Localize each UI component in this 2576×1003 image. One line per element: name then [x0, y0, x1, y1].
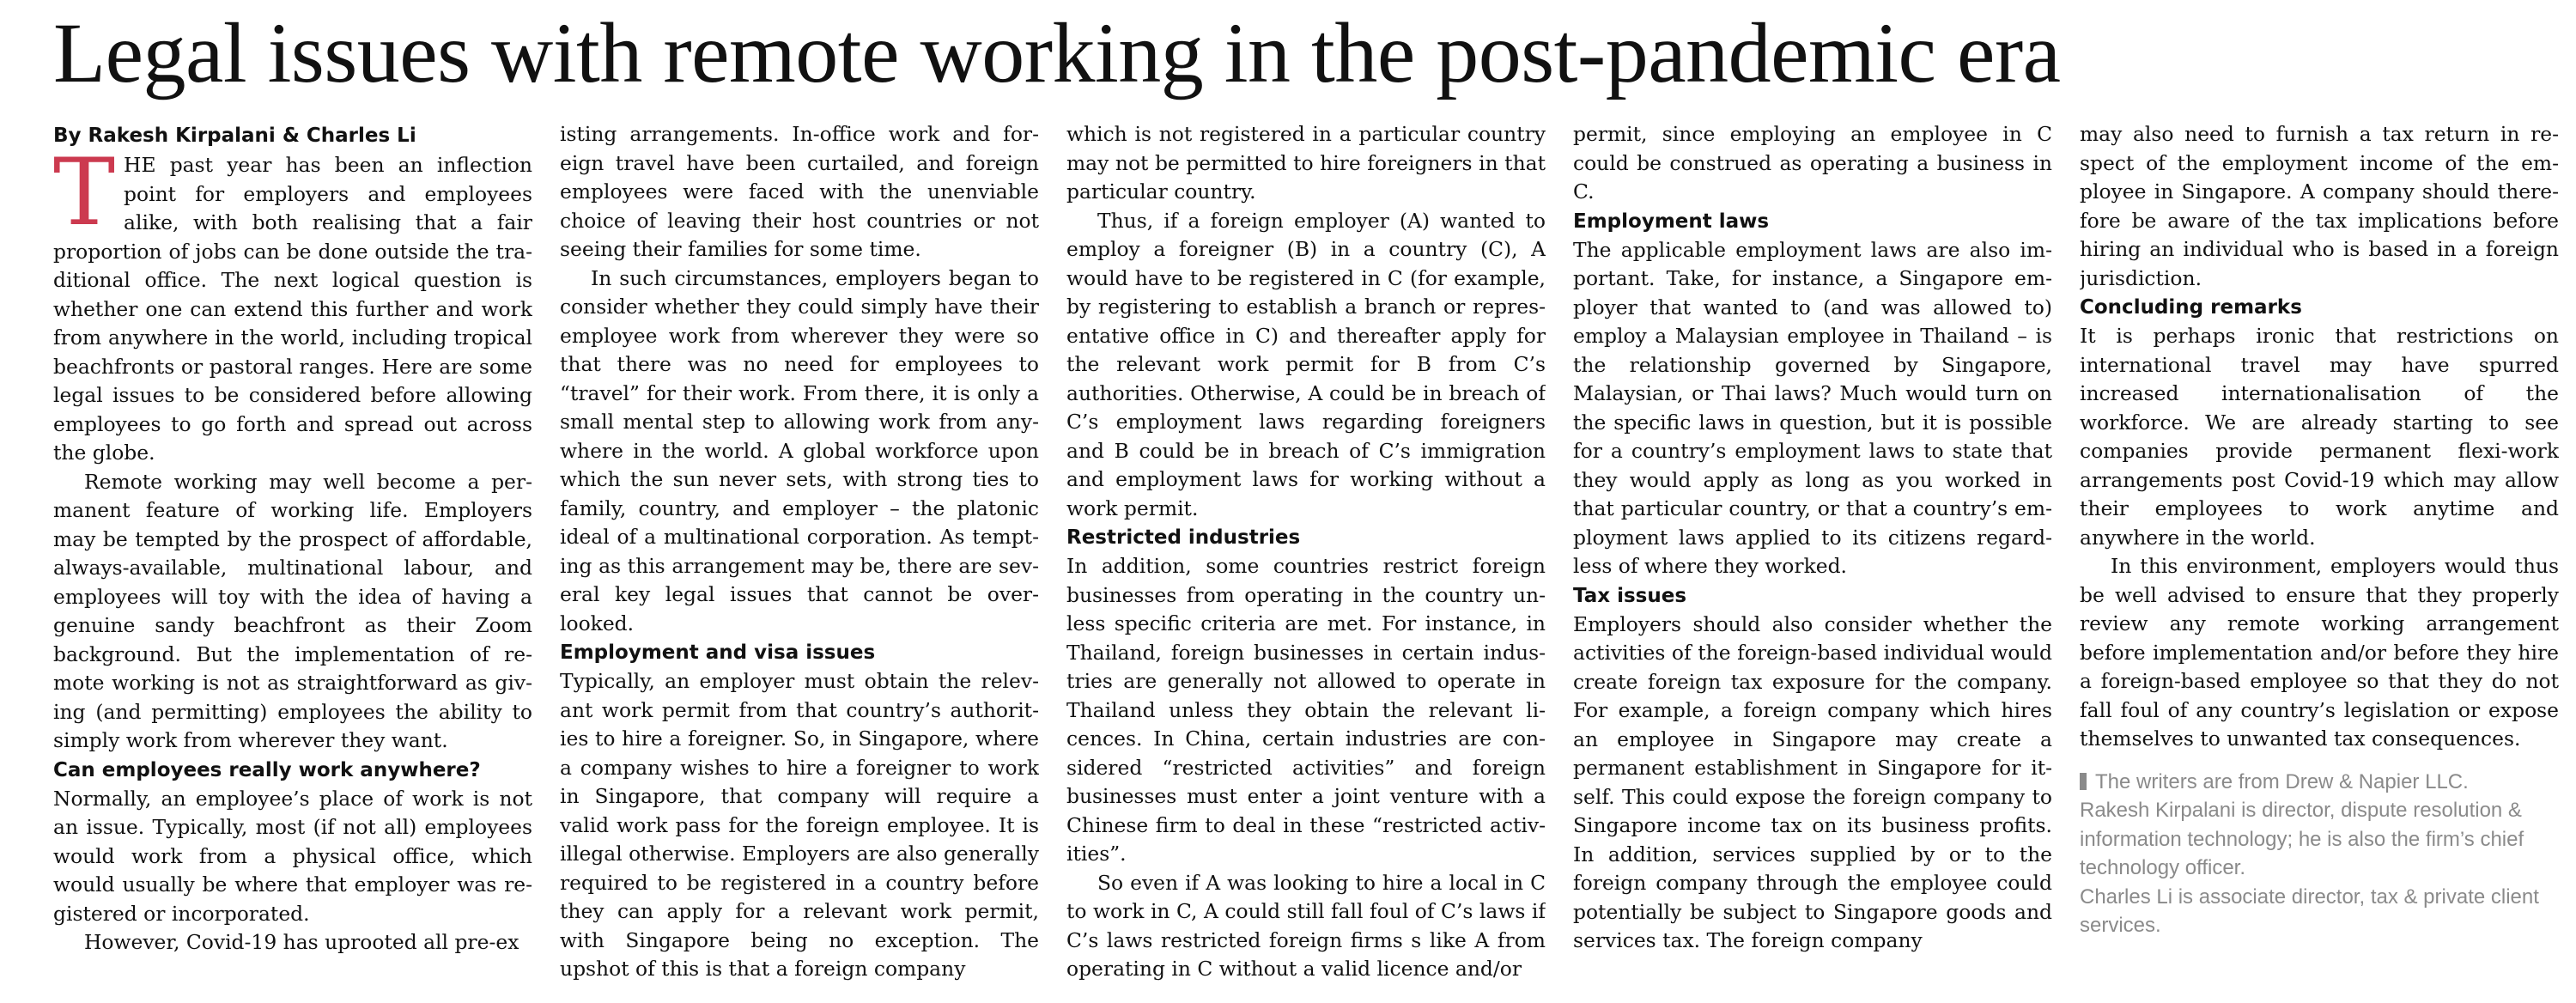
- subhead-restricted-industries: Restricted industries: [1066, 526, 1301, 549]
- paragraph: isting arrangements. In-office work and foreign travel have been curtailed, and foreign employees were faced with the unenviable choice of leaving their host countries or not seeing their families for some time.: [560, 122, 1039, 261]
- paragraph: However, Covid-19 has uprooted all pre-ex: [84, 930, 519, 954]
- paragraph: So even if A was looking to hire a local in C to work in C, A could still fall foul of C’s laws if C’s laws restricted foreign firms s like A from operating in C without a valid licence and/or: [1066, 870, 1546, 981]
- paragraph: Normally, an employee’s place of work is not an issue. Typically, most (if not all) employees would work from a physical office, which would usually be where that employer was registered or incorporated.: [53, 786, 532, 926]
- subhead-tax-issues: Tax issues: [1573, 584, 1687, 607]
- paragraph: Remote working may well become a permanent feature of working life. Employers may be tempted by the prospect of affordable, always-available, multinational labour, and employees will toy with the idea of having a genuine sandy beachfront as their Zoom background. But the implementation of remote working is not as straightforward as giving (and permitting) employees the ability to simply work from wherever they want.: [53, 469, 532, 752]
- column-5: [2080, 120, 2559, 996]
- headline: Legal issues with remote working in the post-pandemic era: [53, 5, 2061, 100]
- subhead-employment-visa: Employment and visa issues: [560, 641, 876, 664]
- paragraph: may also need to furnish a tax return in respect of the employment income of the employee in Singapore. A company should therefore be aware of the tax implications before hiring an individual who is based in a foreign jurisdiction.: [2080, 122, 2559, 290]
- paragraph: It is perhaps ironic that restrictions on international travel may have spurred increased internationalisation of the workforce. We are already starting to see companies provide permanent flexi-work arrangements post Covid-19 which may allow their employees to work anytime and anywhere in the world.: [2080, 324, 2559, 550]
- subhead-employment-laws: Employment laws: [1573, 210, 1770, 233]
- article-body: [53, 120, 2559, 996]
- column-1: [53, 120, 532, 996]
- lead-paragraph: [53, 139, 532, 468]
- paragraph: In this environment, employers would thus be well advised to ensure that they properly review any remote working arrangement before implementation and/or before they hire a foreign-based employee so that they do not fall foul of any country’s legislation or expose themselves to unwanted tax consequences.: [2080, 554, 2559, 751]
- author-footnote: [2080, 768, 2559, 940]
- paragraph: Thus, if a foreign employer (A) wanted to employ a foreigner (B) in a country (C), A would have to be registered in C (for example, by registering to establish a branch or representative office in C) and thereafter apply for the relevant work permit for B from C’s authorities. Otherwise, A could be in breach of C’s employment laws regarding foreigners and B could be in breach of C’s immigration and employment laws for working without a work permit.: [1066, 208, 1546, 520]
- square-bullet-icon: [2080, 773, 2087, 790]
- paragraph: Employers should also consider whether the activities of the foreign-based individual would create foreign tax exposure for the company. For example, a foreign company which hires an employee in Singapore may create a permanent establishment in Singapore for itself. This could expose the foreign company to Singapore income tax on its business profits. In addition, services supplied by or to the foreign company through the employee could potentially be subject to Singapore goods and services tax. The foreign company: [1573, 611, 2052, 952]
- column-2: [560, 120, 1039, 996]
- paragraph: Typically, an employer must obtain the relevant work permit from that country’s authorities to hire a foreigner. So, in Singapore, where a company wishes to hire a foreigner to work in Singapore, that company will require a valid work pass for the foreign employee. It is illegal otherwise. Employers are also generally required to be registered in a country before they can apply for a relevant work permit, with Singapore being no exception. The upshot of this is that a foreign company: [560, 669, 1039, 981]
- footnote-line: Rakesh Kirpalani is director, dispute resolution & information technology; he is also the firm’s chief technology officer.: [2080, 799, 2524, 879]
- footnote-text: The writers are from Drew & Napier LLC.: [2095, 769, 2469, 793]
- subhead-concluding-remarks: Concluding remarks: [2080, 296, 2302, 319]
- footnote-line: [2080, 768, 2559, 797]
- paragraph: permit, since employing an employee in C could be construed as operating a business in C.: [1573, 122, 2052, 204]
- paragraph: The applicable employment laws are also important. Take, for instance, a Singapore employer that wanted to (and was allowed to) employ a Malaysian employee in Thailand – is the relationship governed by Singapore, Malaysian, or Thai laws? Much would turn on the specific laws in question, but it is possible for a country’s employment laws to state that they would apply as long as you worked in that particular country, or that a country’s employment laws applied to its citizens regardless of where they worked.: [1573, 237, 2052, 578]
- footnote-line: Charles Li is associate director, tax & private client services.: [2080, 884, 2539, 937]
- drop-cap: T: [53, 139, 116, 246]
- column-4: [1573, 120, 2052, 996]
- lead-text: past year has been an inflection point for employers and employees alike, with both realising that a fair proportion of jobs can be done outside the traditional office. The next logical question is whether one can extend this further and work from anywhere in the world, including tropical beachfronts or pastoral ranges. Here are some legal issues to be considered before allowing employees to go forth and spread out across the globe.: [53, 153, 532, 465]
- lead-caps: HE: [124, 153, 156, 177]
- byline: By Rakesh Kirpalani & Charles Li: [53, 125, 416, 147]
- paragraph: In such circumstances, employers began to consider whether they could simply have their employee work from wherever they were so that there was no need for employees to “travel” for their work. From there, it is only a small mental step to allowing work from anywhere in the world. A global workforce upon which the sun never sets, with strong ties to family, country, and employer – the platonic ideal of a multinational corporation. As tempting as this arrangement may be, there are several key legal issues that cannot be overlooked.: [560, 265, 1039, 635]
- subhead-work-anywhere: Can employees really work anywhere?: [53, 758, 481, 781]
- paragraph: which is not registered in a particular country may not be permitted to hire foreigners in that particular country.: [1066, 122, 1546, 204]
- paragraph: In addition, some countries restrict foreign businesses from operating in the country unless specific criteria are met. For instance, in Thailand, foreign businesses in certain industries are generally not allowed to operate in Thailand unless they obtain the relevant licences. In China, certain industries are considered “restricted activities” and foreign businesses must enter a joint venture with a Chinese firm to deal in these “restricted activities”.: [1066, 554, 1546, 866]
- column-3: [1066, 120, 1546, 996]
